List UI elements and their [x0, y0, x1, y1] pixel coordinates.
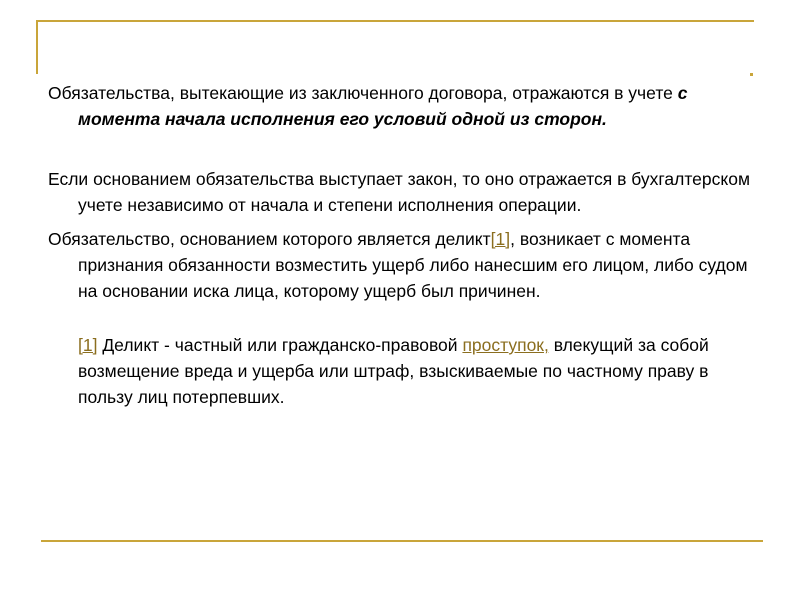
paragraph-delict-obligations: [48, 226, 760, 304]
footnote-delict: [48, 332, 760, 410]
link-suffix[interactable]: ,: [543, 335, 549, 355]
paragraph-contract-obligations: [48, 80, 760, 132]
footnote-back-link[interactable]: [1]: [78, 335, 98, 355]
emphasis-text: с момента начала исполнения его условий одной из сторон.: [78, 83, 688, 129]
paragraph-text: Обязательство, основанием которого является деликт: [48, 229, 491, 249]
footnote-ref-link[interactable]: [1]: [490, 229, 511, 249]
corner-accent-dot: [750, 73, 753, 76]
frame-bottom-border: [41, 540, 763, 542]
proступок-link[interactable]: проступок: [462, 335, 544, 355]
footnote-text: Деликт - частный или гражданско-правовой: [97, 335, 463, 355]
paragraph-text: Обязательства, вытекающие из заключенного договора, отражаются в учете: [48, 83, 678, 103]
paragraph-text: , возникает с момента признания обязанности возместить ущерб либо нанесшим его лицом, либо судом на основании иска лица, которому ущерб был причинен.: [78, 229, 748, 301]
frame-top-border: [36, 20, 754, 22]
frame-left-border: [36, 20, 38, 74]
footnote-text: влекущий за собой возмещение вреда и ущерба или штраф, взыскиваемые по частному праву в пользу лиц потерпевших.: [78, 335, 709, 407]
paragraph-law-obligations: [48, 166, 760, 218]
slide-content: [48, 80, 760, 410]
paragraph-text: Если основанием обязательства выступает закон, то оно отражается в бухгалтерском учете независимо от начала и степени исполнения операции.: [48, 169, 751, 215]
